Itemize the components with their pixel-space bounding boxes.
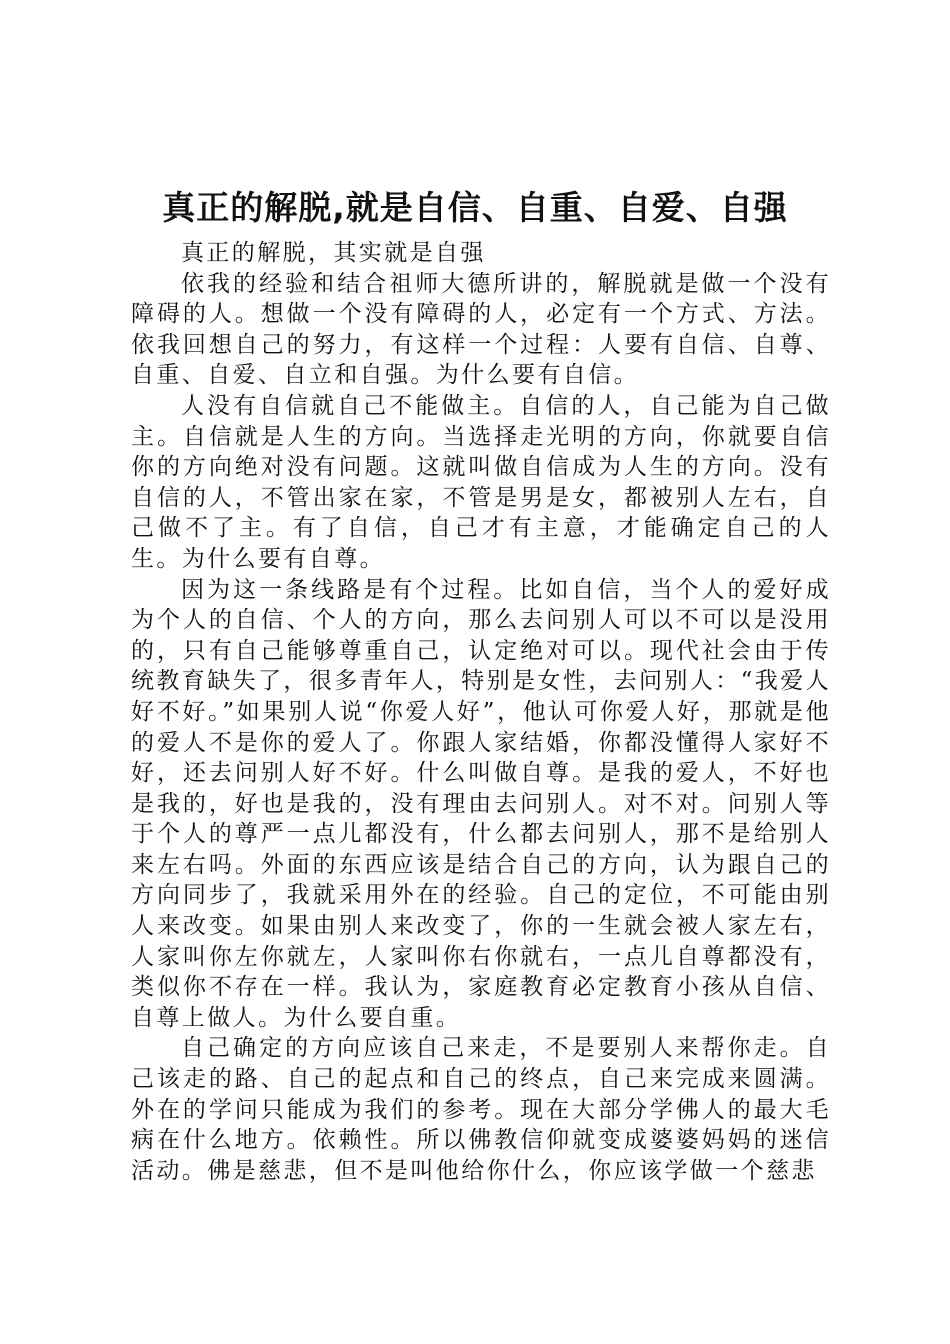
document-title: 真正的解脱,就是自信、自重、自爱、自强 (162, 188, 788, 227)
paragraph-subtitle: 真正的解脱，其实就是自强 (181, 240, 486, 266)
paragraph-3: 因为这一条线路是有个过程。比如自信，当个人的爱好成为个人的自信、个人的方向，那么去问别人可以不可以是没用的，只有自己能够尊重自己，认定绝对可以。现代社会由于传统教育缺失了，很多青年人，特别是女性，去问别人：“我爱人好不好。”如果别人说“你爱人好”，他认可你爱人好，那就是他的爱人不是你的爱人了。你跟人家结婚，你都没懂得人家好不好，还去问别人好不好。什么叫做自尊。是我的爱人，不好也是我的，好也是我的，没有理由去问别人。对不对。问别人等于个人的尊严一点儿都没有，什么都去问别人，那不是给别人来左右吗。外面的东西应该是结合自己的方向，认为跟自己的方向同步了，我就采用外在的经验。自己的定位，不可能由别人来改变。如果由别人来改变了，你的一生就会被人家左右，人家叫你左你就左，人家叫你右你就右，一点儿自尊都没有，类似你不存在一样。我认为，家庭教育必定教育小孩从自信、自尊上做人。为什么要自重。 (131, 576, 831, 1031)
document-body (131, 238, 831, 1186)
paragraph-2: 人没有自信就自己不能做主。自信的人，自己能为自己做主。自信就是人生的方向。当选择走光明的方向，你就要自信你的方向绝对没有问题。这就叫做自信成为人生的方向。没有自信的人，不管出家在家，不管是男是女，都被别人左右，自己做不了主。有了自信，自己才有主意，才能确定自己的人生。为什么要有自尊。 (131, 392, 831, 572)
paragraph-4: 自己确定的方向应该自己来走，不是要别人来帮你走。自己该走的路、自己的起点和自己的终点，自己来完成来圆满。外在的学问只能成为我们的参考。现在大部分学佛人的最大毛病在什么地方。依赖性。所以佛教信仰就变成婆婆妈妈的迷信活动。佛是慈悲，但不是叫他给你什么，你应该学做一个慈悲 (131, 1035, 831, 1184)
paragraph-1: 依我的经验和结合祖师大德所讲的，解脱就是做一个没有障碍的人。想做一个没有障碍的人，必定有一个方式、方法。依我回想自己的努力，有这样一个过程：人要有自信、自尊、自重、自爱、自立和自强。为什么要有自信。 (131, 270, 831, 389)
